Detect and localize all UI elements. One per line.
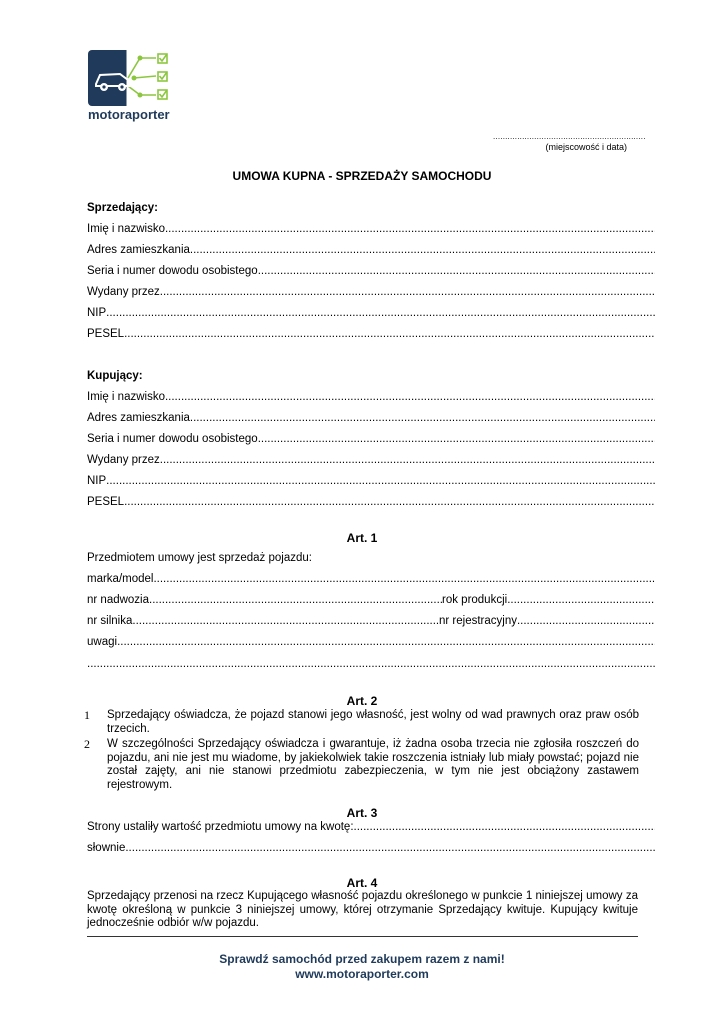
list-text: W szczególności Sprzedający oświadcza i gwarantuje, iż żadna osoba trzecia nie zgłosiła roszczeń do pojazdu, ani nie jest mu wiadome, by jakiekolwiek takie roszczenia istniały lub miały powstać; pojazd nie został zajęty, ani nie stanowi przedmiotu zabezpieczenia, w tym nie jest obciążony zastawem rejestrowym. [107, 738, 639, 791]
divider [87, 936, 638, 937]
art3-heading: Art. 3 [346, 806, 378, 820]
buyer-pesel-field[interactable] [87, 496, 655, 512]
fill-dots [190, 412, 655, 424]
document-title: UMOWA KUPNA - SPRZEDAŻY SAMOCHODU [232, 169, 492, 183]
list-text: Sprzedający oświadcza, że pojazd stanowi jego własność, jest wolny od wad prawnych oraz praw osób trzecich. [107, 709, 639, 735]
field-label: Imię i nazwisko [87, 223, 165, 235]
field-label: PESEL [87, 328, 125, 340]
logo [88, 50, 174, 106]
art2-item-2 [84, 737, 639, 792]
fill-dots [517, 615, 655, 627]
field-label: nr nadwozia [87, 594, 150, 606]
buyer-name-field[interactable] [87, 391, 655, 407]
art2-item-1 [84, 708, 639, 736]
seller-issued-field[interactable] [87, 286, 655, 302]
place-date-line: ............................................................... [493, 132, 646, 141]
notes-field-line2[interactable] [87, 658, 655, 674]
field-label: PESEL [87, 496, 125, 508]
seller-pesel-field[interactable] [87, 328, 655, 344]
field-label: uwagi [87, 636, 118, 648]
field-label: Adres zamieszkania [87, 412, 190, 424]
fill-dots [160, 286, 655, 298]
engine-reg-row [87, 615, 655, 631]
car-checklist-logo-icon [88, 50, 174, 106]
field-label: Imię i nazwisko [87, 391, 165, 403]
buyer-issued-field[interactable] [87, 454, 655, 470]
field-label: Seria i numer dowodu osobistego [87, 433, 258, 445]
fill-dots [117, 636, 655, 648]
fill-dots [124, 496, 655, 508]
body-number-field[interactable] [87, 594, 442, 610]
fill-dots [153, 573, 655, 585]
art2-heading: Art. 2 [346, 694, 378, 708]
buyer-address-field[interactable] [87, 412, 655, 428]
fill-dots [106, 475, 655, 487]
seller-heading: Sprzedający: [87, 202, 158, 214]
amount-words-field[interactable] [87, 842, 655, 858]
fill-dots [87, 658, 655, 670]
fill-dots [124, 328, 655, 340]
make-model-field[interactable] [87, 573, 655, 589]
place-date-label: (miejscowość i data) [545, 142, 627, 152]
field-label: Wydany przez [87, 286, 160, 298]
list-number: 1 [84, 708, 90, 722]
notes-field[interactable] [87, 636, 655, 652]
field-label: nr silnika [87, 615, 133, 627]
body-year-row [87, 594, 655, 610]
registration-field[interactable] [439, 615, 655, 631]
fill-dots [165, 391, 655, 403]
buyer-nip-field[interactable] [87, 475, 655, 491]
list-number: 2 [84, 737, 90, 751]
fill-dots [507, 594, 655, 606]
amount-field[interactable] [87, 821, 655, 837]
fill-dots [190, 244, 655, 256]
field-label: rok produkcji [442, 594, 508, 606]
fill-dots [258, 433, 655, 445]
art1-heading: Art. 1 [346, 531, 378, 545]
field-label: NIP [87, 307, 107, 319]
field-label: NIP [87, 475, 107, 487]
field-label: marka/model [87, 573, 154, 585]
fill-dots [258, 265, 655, 277]
art4-text: Sprzedający przenosi na rzecz Kupującego własność pojazdu określonego w punkcie 1 niniejszej umowy za kwotę określoną w punkcie 3 niniejszej umowy, której otrzymanie Sprzedający kwituje. Kupujący kwituje jednocześnie odbiór w/w pojazdu. [87, 890, 638, 929]
year-field[interactable] [442, 594, 655, 610]
fill-dots [354, 821, 655, 833]
field-label: nr rejestracyjny [439, 615, 517, 627]
footer-slogan: Sprawdź samochód przed zakupem razem z nami! [219, 952, 505, 966]
field-label: Strony ustaliły wartość przedmiotu umowy na kwotę: [87, 821, 354, 833]
logo-text: motoraporter [88, 107, 170, 122]
field-label: Seria i numer dowodu osobistego [87, 265, 258, 277]
fill-dots [149, 594, 442, 606]
fill-dots [132, 615, 439, 627]
fill-dots [160, 454, 655, 466]
art1-intro: Przedmiotem umowy jest sprzedaż pojazdu: [87, 552, 312, 564]
art4-heading: Art. 4 [346, 876, 378, 890]
fill-dots [106, 307, 655, 319]
field-label: Wydany przez [87, 454, 160, 466]
buyer-heading: Kupujący: [87, 370, 143, 382]
seller-name-field[interactable] [87, 223, 655, 239]
field-label: Adres zamieszkania [87, 244, 190, 256]
seller-id-field[interactable] [87, 265, 655, 281]
fill-dots [125, 842, 655, 854]
seller-nip-field[interactable] [87, 307, 655, 323]
field-label: słownie [87, 842, 126, 854]
footer-website-link[interactable]: www.motoraporter.com [295, 967, 429, 981]
fill-dots [165, 223, 655, 235]
seller-address-field[interactable] [87, 244, 655, 260]
buyer-id-field[interactable] [87, 433, 655, 449]
engine-number-field[interactable] [87, 615, 439, 631]
